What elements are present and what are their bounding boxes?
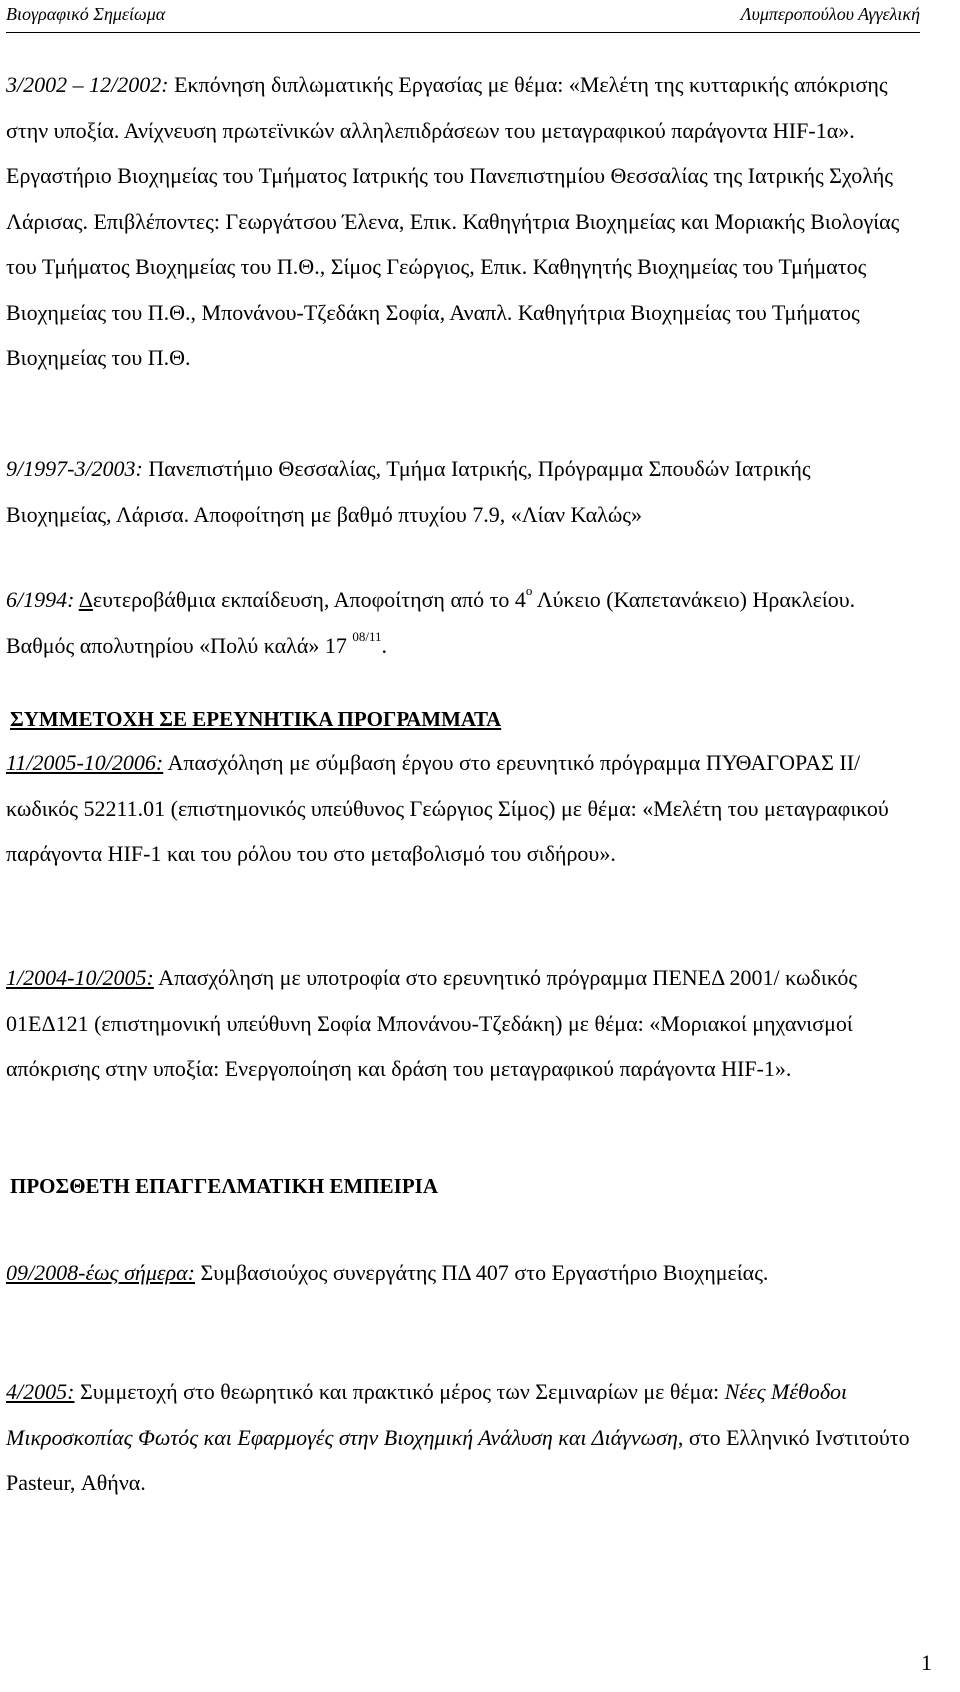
superscript-ordinal: ο	[525, 583, 533, 598]
entry-thesis	[6, 62, 916, 381]
entry-text: , στο Ελληνικό Ινστιτούτο Pasteur, Αθήνα.	[6, 1424, 910, 1495]
entry-text: Απασχόληση με σύμβαση έργου στο ερευνητικό πρόγραμμα ΠΥΘΑΓΟΡΑΣ ΙΙ/ κωδικός 52211.01 (επιστημονικός υπεύθυνος Γεώργιος Σίμος) με θέμα: «Μελέτη του μεταγραφικού παράγοντα HIF-1 και του ρόλου του στο μεταβολισμό του σιδήρου».	[6, 750, 889, 866]
entry-date: 3/2002 – 12/2002:	[6, 72, 169, 97]
entry-date: 11/2005-10/2006:	[6, 750, 164, 775]
entry-text: ευτεροβάθμια εκπαίδευση, Αποφοίτηση από το 4	[92, 587, 526, 612]
header-right: Λυμπεροπούλου Αγγελική	[740, 4, 920, 24]
page-number: 1	[921, 1650, 932, 1675]
entry-text: Απασχόληση με υποτροφία στο ερευνητικό πρόγραμμα ΠΕΝΕΔ 2001/ κωδικός 01ΕΔ121 (επιστημονική υπεύθυνη Σοφία Μπονάνου-Τζεδάκη) με θέμα: «Μοριακοί μηχανισμοί απόκρισης στην υποξία: Ενεργοποίηση και δράση του μεταγραφικού παράγοντα HIF-1».	[6, 965, 858, 1081]
entry-text: Εκπόνηση διπλωματικής Εργασίας με θέμα: «Μελέτη της κυτταρικής απόκρισης στην υποξία. Ανίχνευση πρωτεϊνικών αλληλεπιδράσεων του μεταγραφικού παράγοντα HIF-1α». Εργαστήριο Βιοχημείας του Τμήματος Ιατρικής του Πανεπιστημίου Θεσσαλίας της Ιατρικής Σχολής Λάρισας. Επιβλέποντες: Γεωργάτσου Έλενα, Επικ. Καθηγήτρια Βιοχημείας και Μοριακής Βιολογίας του Τμήματος Βιοχημείας του Π.Θ., Σίμος Γεώργιος, Επικ. Καθηγητής Βιοχημείας του Τμήματος Βιοχημείας του Π.Θ., Μπονάνου-Τζεδάκη Σοφία, Αναπλ. Καθηγήτρια Βιοχημείας του Τμήματος Βιοχημείας του Π.Θ.	[6, 72, 900, 370]
research-item-pened	[6, 955, 916, 1092]
entry-university	[6, 446, 916, 537]
entry-text: Συμβασιούχος συνεργάτης ΠΔ 407 στο Εργαστήριο Βιοχημείας.	[194, 1260, 769, 1285]
entry-text: .	[381, 632, 387, 658]
superscript-grade: 08/11	[352, 628, 382, 644]
entry-text: Συμμετοχή στο θεωρητικό και πρακτικό μέρος των Σεμιναρίων με θέμα:	[74, 1379, 725, 1404]
header-left: Βιογραφικό Σημείωμα	[6, 4, 166, 24]
section-title-research: ΣΥΜΜΕΤΟΧΗ ΣΕ ΕΡΕΥΝΗΤΙΚΑ ΠΡΟΓΡΑΜΜΑΤΑ	[10, 707, 502, 731]
entry-text: Πανεπιστήμιο Θεσσαλίας, Τμήμα Ιατρικής, Πρόγραμμα Σπουδών Ιατρικής Βιοχημείας, Λάρισα. Αποφοίτηση με βαθμό πτυχίου 7.9, «Λίαν Καλώς»	[6, 456, 811, 527]
entry-highschool	[6, 577, 916, 668]
entry-date: 6/1994:	[6, 587, 75, 612]
entry-date: 9/1997-3/2003:	[6, 456, 143, 481]
entry-date: 1/2004-10/2005:	[6, 965, 154, 990]
underlined-letter: Δ	[78, 587, 93, 612]
section-title-experience: ΠΡΟΣΘΕΤΗ ΕΠΑΓΓΕΛΜΑΤΙΚΗ ΕΜΠΕΙΡΙΑ	[10, 1174, 438, 1198]
experience-item-seminar	[6, 1369, 916, 1506]
research-item-pythagoras	[6, 740, 916, 877]
entry-text: Λύκειο (Καπετανάκειο) Ηρακλείου. Βαθμός απολυτηρίου «Πολύ καλά» 17	[6, 587, 856, 658]
entry-date: 4/2005:	[6, 1379, 75, 1404]
running-header	[6, 4, 920, 33]
experience-item-contract	[6, 1250, 916, 1296]
seminar-title: Νέες Μέθοδοι Μικροσκοπίας Φωτός και Εφαρμογές στην Βιοχημική Ανάλυση και Διάγνωση	[6, 1379, 848, 1450]
entry-date: 09/2008-έως σήμερα:	[6, 1260, 195, 1285]
